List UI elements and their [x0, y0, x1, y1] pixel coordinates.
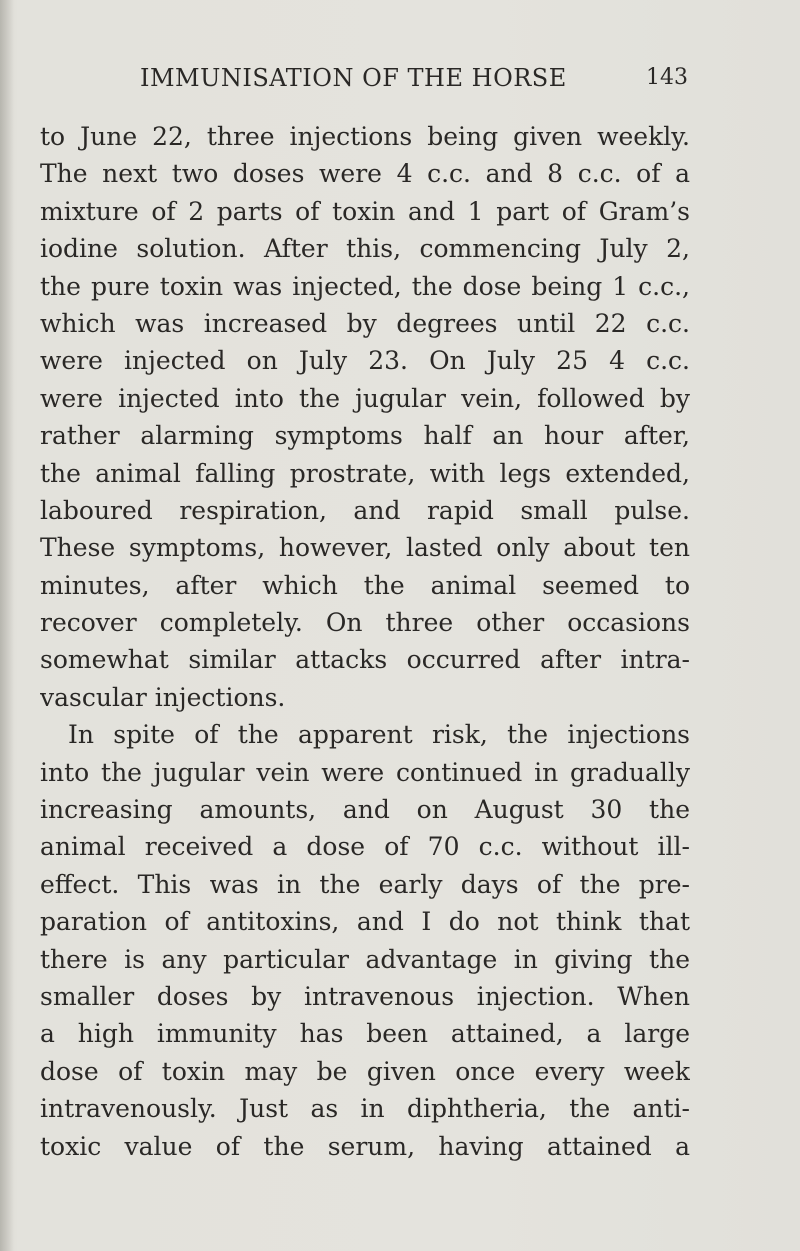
text-line: In spite of the apparent risk, the injections [68, 720, 690, 750]
text-line: somewhat similar attacks occurred after intra- [40, 645, 690, 675]
text-line: vascular injections. [40, 682, 286, 712]
running-title: IMMUNISATION OF THE HORSE [140, 64, 567, 92]
text-line: were injected on July 23. On July 25 4 c.c. [40, 346, 690, 376]
text-line: into the jugular vein were continued in gradually [40, 757, 690, 787]
text-line: intravenously. Just as in diphtheria, the anti- [40, 1094, 690, 1124]
text-line: were injected into the jugular vein, followed by [40, 383, 690, 413]
page-gutter-shadow [0, 0, 14, 1251]
text-line: rather alarming symptoms half an hour after, [40, 421, 690, 451]
text-line: paration of antitoxins, and I do not think that [40, 907, 690, 937]
text-line: the animal falling prostrate, with legs extended, [40, 458, 690, 488]
text-line: The next two doses were 4 c.c. and 8 c.c. of a [40, 159, 690, 189]
text-line: laboured respiration, and rapid small pulse. [40, 495, 690, 525]
text-line: smaller doses by intravenous injection. When [40, 981, 690, 1011]
text-line: recover completely. On three other occasions [40, 608, 690, 638]
text-line: to June 22, three injections being given weekly. [40, 122, 690, 151]
text-line: dose of toxin may be given once every week [40, 1056, 690, 1086]
body-text [40, 118, 690, 1165]
text-line: increasing amounts, and on August 30 the [40, 795, 690, 825]
text-line: the pure toxin was injected, the dose being 1 c.c., [40, 271, 690, 301]
text-line: minutes, after which the animal seemed to [40, 570, 690, 600]
text-line: These symptoms, however, lasted only about ten [40, 533, 690, 563]
text-line: effect. This was in the early days of the pre- [40, 869, 690, 899]
text-line: animal received a dose of 70 c.c. without ill- [40, 832, 690, 862]
page-number: 143 [646, 65, 688, 90]
text-line: iodine solution. After this, commencing July 2, [40, 234, 690, 264]
page-header [140, 62, 688, 102]
text-line: which was increased by degrees until 22 c.c. [40, 308, 690, 338]
text-line: toxic value of the serum, having attained a [40, 1131, 690, 1161]
text-line: mixture of 2 parts of toxin and 1 part of Gram’s [40, 196, 690, 226]
text-line: there is any particular advantage in giving the [40, 944, 690, 974]
text-line: a high immunity has been attained, a large [40, 1019, 690, 1049]
